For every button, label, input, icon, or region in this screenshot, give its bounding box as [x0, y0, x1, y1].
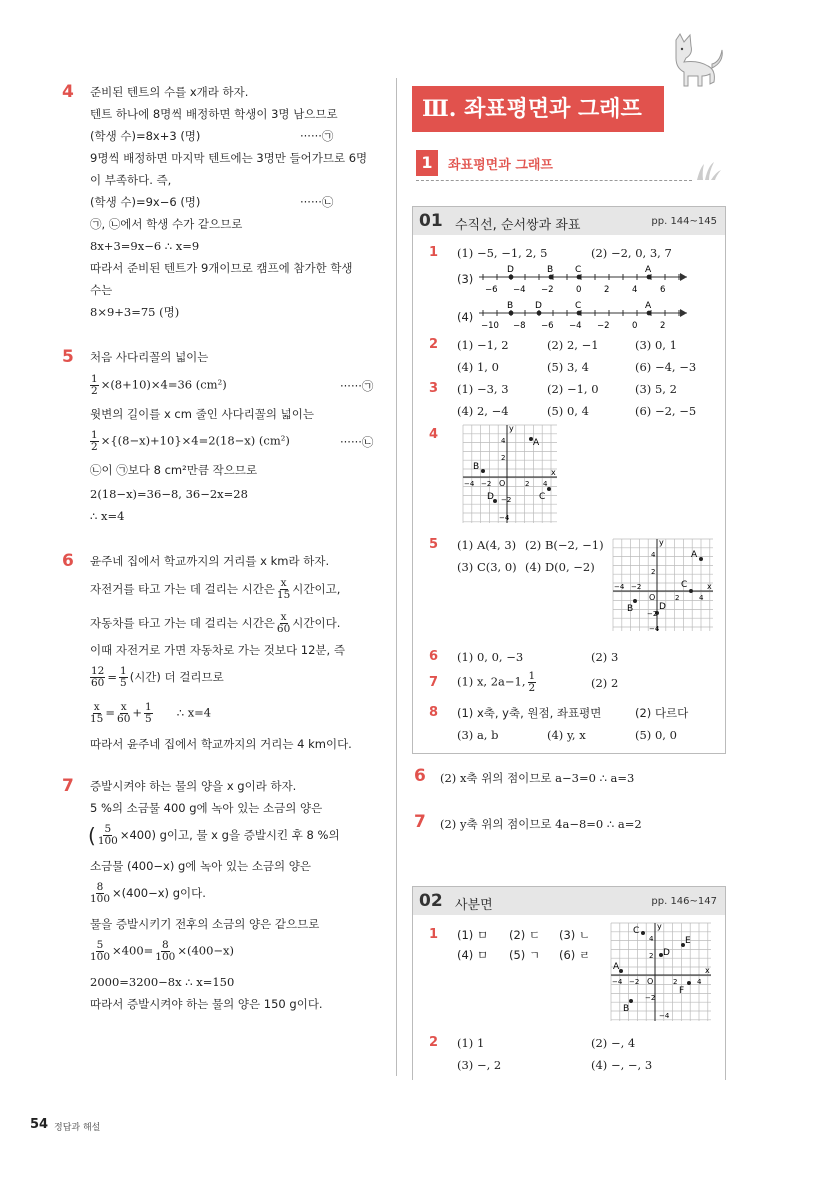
origin-label: O	[499, 479, 506, 488]
text-line: 증발시켜야 하는 물의 양을 x g이라 하자.	[90, 779, 297, 793]
question-number: 3	[429, 381, 439, 396]
answer: (2) y축 위의 점이므로 4a−8=0 ∴ a=2	[440, 817, 642, 831]
problem-number: 6	[414, 766, 426, 786]
answer: (2) 다르다	[635, 706, 689, 720]
text-line: 소금물 (400−x) g에 녹아 있는 소금의 양은	[90, 859, 312, 873]
point-label: C	[633, 926, 640, 936]
axis-label: y	[659, 538, 664, 547]
formula-line: $\frac{5}{100}$ ×400= $\frac{8}{100}$ ×(400−x)	[90, 939, 235, 963]
question-number: 5	[429, 537, 439, 552]
answer: (1) x, 2a−1, $\frac{1}{2}$	[457, 670, 536, 694]
answer: (1) −1, 2	[457, 338, 509, 352]
point-label: C	[539, 492, 546, 502]
text-line: 이 부족하다. 즉,	[90, 173, 172, 187]
question-number: 1	[429, 927, 439, 942]
fraction: $\frac{5}{100}$	[90, 939, 111, 963]
answer: (4) y, x	[547, 728, 586, 742]
equation-tag: ······㉡	[300, 195, 334, 209]
point-label: A	[691, 550, 698, 560]
tick-label: 6	[660, 285, 666, 295]
grass-icon	[694, 160, 724, 182]
tick-label: 2	[673, 978, 678, 986]
box-number: 01	[419, 211, 443, 231]
fraction: $\frac{x}{15}$	[276, 577, 291, 601]
fox-illustration-icon	[662, 32, 726, 90]
answer: (1) A(4, 3)	[457, 538, 517, 552]
tick-label: 2	[649, 952, 654, 960]
answer: (5) 3, 4	[547, 360, 589, 374]
answer: (5) 0, 4	[547, 404, 589, 418]
tick-label: 2	[651, 568, 656, 576]
text-line: 수는	[90, 283, 113, 297]
text-line: 윤주네 집에서 학교까지의 거리를 x km라 하자.	[90, 554, 330, 568]
formula-line: $\frac{1}{2}$ ×{(8−x)+10}×4=2(18−x) (cm²)	[91, 429, 290, 453]
tick-label: 2	[660, 321, 666, 331]
point-label: B	[507, 301, 514, 311]
fraction: $\frac{1}{5}$	[120, 665, 127, 689]
tick-label: 4	[501, 437, 506, 445]
fraction: $\frac{1}{2}$	[91, 373, 98, 397]
answer: (5) ㄱ	[509, 948, 541, 962]
text-line: 물을 증발시키기 전후의 소금의 양은 같으므로	[90, 917, 320, 931]
chapter-banner: Ⅲ. 좌표평면과 그래프	[412, 86, 664, 132]
box-header	[413, 887, 725, 915]
answer: (3) a, b	[457, 728, 499, 742]
fraction: $\frac{1}{5}$	[145, 701, 152, 725]
answer: (2) −2, 0, 3, 7	[591, 246, 672, 260]
tick-label: −2	[481, 480, 492, 488]
answer: (6) −4, −3	[635, 360, 697, 374]
answer: (1) −3, 3	[457, 382, 509, 396]
answer: (5) 0, 0	[635, 728, 677, 742]
point-label: B	[547, 265, 554, 275]
text-line: 이때 자전거로 가면 자동차로 가는 것보다 12분, 즉	[90, 643, 345, 657]
box-header	[413, 207, 725, 235]
axis-label: x	[705, 966, 710, 975]
point-label: B	[623, 1004, 630, 1014]
tick-label: 2	[501, 454, 506, 462]
equation-tag: ······㉡	[340, 435, 374, 449]
answer: (3) C(3, 0)	[457, 560, 517, 574]
answer-box-02	[412, 886, 726, 1080]
tick-label: 4	[699, 594, 704, 602]
number-line-4	[475, 297, 695, 333]
tick-label: −6	[485, 285, 498, 295]
point-label: D	[535, 301, 542, 311]
answer: (4) −, −, 3	[591, 1058, 653, 1072]
answer: (2) 3	[591, 650, 619, 664]
fraction: $\frac{12}{60}$	[91, 665, 105, 689]
tick-label: 2	[525, 480, 530, 488]
equation-tag: ······㉠	[300, 129, 334, 143]
formula-line: 자동차를 타고 가는 데 걸리는 시간은 $\frac{x}{60}$ 시간이다.	[90, 611, 341, 635]
text-line: ㉡이 ㉠보다 8 cm²만큼 작으므로	[90, 463, 258, 477]
axis-label: x	[707, 582, 712, 591]
fraction: $\frac{8}{100}$	[155, 939, 176, 963]
number-line-3	[475, 261, 695, 297]
tick-label: 2	[604, 285, 610, 295]
answer: (2) 2, −1	[547, 338, 599, 352]
point-label: A	[645, 301, 652, 311]
fraction: $\frac{x}{15}$	[90, 701, 104, 725]
point-label: B	[627, 604, 634, 614]
tick-label: −4	[649, 625, 660, 633]
tick-label: −2	[631, 583, 642, 591]
text-line: (학생 수)=9x−6 (명)	[90, 195, 201, 209]
tick-label: −2	[645, 994, 656, 1002]
tick-label: 4	[649, 935, 654, 943]
text-line: 5 %의 소금물 400 g에 녹아 있는 소금의 양은	[90, 801, 323, 815]
question-number: 1	[429, 245, 439, 260]
answer: (1) −5, −1, 2, 5	[457, 246, 548, 260]
point-label: E	[685, 936, 691, 946]
tick-label: −4	[464, 480, 475, 488]
answer: (2) −1, 0	[547, 382, 599, 396]
text-line: 2(18−x)=36−8, 36−2x=28	[90, 487, 248, 501]
tick-label: 4	[651, 551, 656, 559]
answer: (4) ㅁ	[457, 948, 489, 962]
text-line: 8×9+3=75 (명)	[90, 305, 180, 319]
tick-label: −4	[614, 583, 625, 591]
answer: (3) −, 2	[457, 1058, 502, 1072]
point-label: D	[487, 492, 494, 502]
answer: (1) x축, y축, 원점, 좌표평면	[457, 706, 602, 720]
answer: (3) 5, 2	[635, 382, 677, 396]
coordinate-grid-quadrants	[609, 921, 713, 1023]
point-label: C	[575, 301, 582, 311]
tick-label: −4	[612, 978, 623, 986]
tick-label: −8	[513, 321, 526, 331]
fraction: $\frac{x}{60}$	[117, 701, 131, 725]
tick-label: 2	[675, 594, 680, 602]
answer: (3) ㄴ	[559, 928, 591, 942]
answer: (6) ㄹ	[559, 948, 591, 962]
point-label: D	[507, 265, 514, 275]
formula-line: $\frac{x}{15}$ = $\frac{x}{60}$ + $\frac{1}{5}$ ∴ x=4	[90, 701, 212, 725]
origin-label: O	[649, 593, 656, 602]
tick-label: −2	[597, 321, 610, 331]
point-label: A	[613, 962, 620, 972]
question-number: 2	[429, 1035, 439, 1050]
fraction: $\frac{8}{100}$	[90, 881, 111, 905]
coordinate-grid-q5	[611, 537, 715, 633]
text-line: (학생 수)=8x+3 (명)	[90, 129, 201, 143]
answer: (2) −, 4	[591, 1036, 636, 1050]
answer: (4) D(0, −2)	[525, 560, 595, 574]
answer: (1) ㅁ	[457, 928, 489, 942]
answer: (1) 0, 0, −3	[457, 650, 524, 664]
tick-label: −2	[647, 610, 658, 618]
box-number: 02	[419, 891, 443, 911]
tick-label: −4	[569, 321, 582, 331]
coordinate-grid-q4	[461, 423, 559, 525]
formula-line: ( $\frac{5}{100}$ ×400) g이고, 물 x g을 증발시킨 후 8 %의	[88, 823, 340, 848]
answer: (2) x축 위의 점이므로 a−3=0 ∴ a=3	[440, 771, 635, 785]
fraction: $\frac{5}{100}$	[97, 823, 118, 847]
tick-label: −2	[501, 496, 512, 504]
section-dashed-rule	[416, 180, 692, 181]
fraction: $\frac{x}{60}$	[276, 611, 291, 635]
problem-number: 4	[62, 82, 74, 102]
formula-line: $\frac{8}{100}$ ×(400−x) g이다.	[90, 881, 206, 905]
tick-label: −6	[541, 321, 554, 331]
section-number: 1	[416, 150, 438, 176]
question-number: 7	[429, 675, 439, 690]
tick-label: −10	[481, 321, 499, 331]
text-line: ∴ x=4	[90, 509, 125, 523]
answer-label: (3)	[457, 272, 474, 286]
text-line: 준비된 텐트의 수를 x개라 하자.	[90, 85, 249, 99]
point-label: C	[681, 580, 688, 590]
equation-tag: ······㉠	[340, 379, 374, 393]
tick-label: −4	[513, 285, 526, 295]
point-label: B	[473, 462, 480, 472]
fraction: $\frac{1}{2}$	[528, 670, 536, 694]
fraction: $\frac{1}{2}$	[91, 429, 98, 453]
axis-label: x	[551, 468, 556, 477]
text-line: 따라서 윤주네 집에서 학교까지의 거리는 4 km이다.	[90, 737, 352, 751]
tick-label: 0	[576, 285, 582, 295]
text-line: 따라서 증발시켜야 하는 물의 양은 150 g이다.	[90, 997, 323, 1011]
point-label: A	[533, 438, 540, 448]
answer: (1) 1	[457, 1036, 485, 1050]
point-label: F	[679, 986, 685, 996]
tick-label: −4	[659, 1012, 670, 1020]
text-line: 처음 사다리꼴의 넓이는	[90, 350, 209, 364]
text-line: 8x+3=9x−6 ∴ x=9	[90, 239, 200, 253]
problem-number: 7	[414, 812, 426, 832]
section-title: 좌표평면과 그래프	[448, 158, 553, 173]
formula-line: $\frac{12}{60}$ = $\frac{1}{5}$ (시간) 더 걸리므로	[91, 665, 224, 689]
text-line: ㉠, ㉡에서 학생 수가 같으므로	[90, 217, 243, 231]
formula-line: 자전거를 타고 가는 데 걸리는 시간은 $\frac{x}{15}$ 시간이고,	[90, 577, 341, 601]
problem-number: 7	[62, 776, 74, 796]
point-label: D	[663, 948, 670, 958]
box-title: 사분면	[455, 898, 493, 913]
answer: (3) 0, 1	[635, 338, 677, 352]
axis-label: y	[509, 424, 514, 433]
answer: (2) B(−2, −1)	[525, 538, 604, 552]
text-line: 2000=3200−8x ∴ x=150	[90, 975, 235, 989]
page-number: 54	[30, 1117, 49, 1132]
tick-label: 4	[632, 285, 638, 295]
box-title: 수직선, 순서쌍과 좌표	[455, 218, 581, 233]
problem-number: 5	[62, 347, 74, 367]
tick-label: −2	[629, 978, 640, 986]
footer-label: 정답과 해설	[54, 1123, 101, 1133]
point-label: D	[659, 602, 666, 612]
point-label: C	[575, 265, 582, 275]
tick-label: 4	[543, 480, 548, 488]
page-reference: pp. 146~147	[651, 896, 717, 907]
answer: (2) 2	[591, 676, 619, 690]
tick-label: 4	[697, 978, 702, 986]
text-line: 윗변의 길이를 x cm 줄인 사다리꼴의 넓이는	[90, 407, 315, 421]
question-number: 8	[429, 705, 439, 720]
tick-label: 0	[632, 321, 638, 331]
answer: (4) 2, −4	[457, 404, 509, 418]
origin-label: O	[647, 977, 654, 986]
answer-label: (4)	[457, 310, 474, 324]
text-line: 따라서 준비된 텐트가 9개이므로 캠프에 참가한 학생	[90, 261, 353, 275]
text-line: 텐트 하나에 8명씩 배정하면 학생이 3명 남으므로	[90, 107, 338, 121]
text-line: 9명씩 배정하면 마지막 텐트에는 3명만 들어가므로 6명	[90, 151, 368, 165]
question-number: 4	[429, 427, 439, 442]
axis-label: y	[657, 922, 662, 931]
answer: (6) −2, −5	[635, 404, 697, 418]
answer: (4) 1, 0	[457, 360, 499, 374]
tick-label: −2	[541, 285, 554, 295]
question-number: 6	[429, 649, 439, 664]
column-divider	[396, 78, 397, 1076]
page-reference: pp. 144~145	[651, 216, 717, 227]
answer-box-01	[412, 206, 726, 754]
question-number: 2	[429, 337, 439, 352]
formula-line: $\frac{1}{2}$ ×(8+10)×4=36 (cm²)	[91, 373, 227, 397]
answer: (2) ㄷ	[509, 928, 541, 942]
tick-label: −4	[499, 514, 510, 522]
problem-number: 6	[62, 551, 74, 571]
point-label: A	[645, 265, 652, 275]
